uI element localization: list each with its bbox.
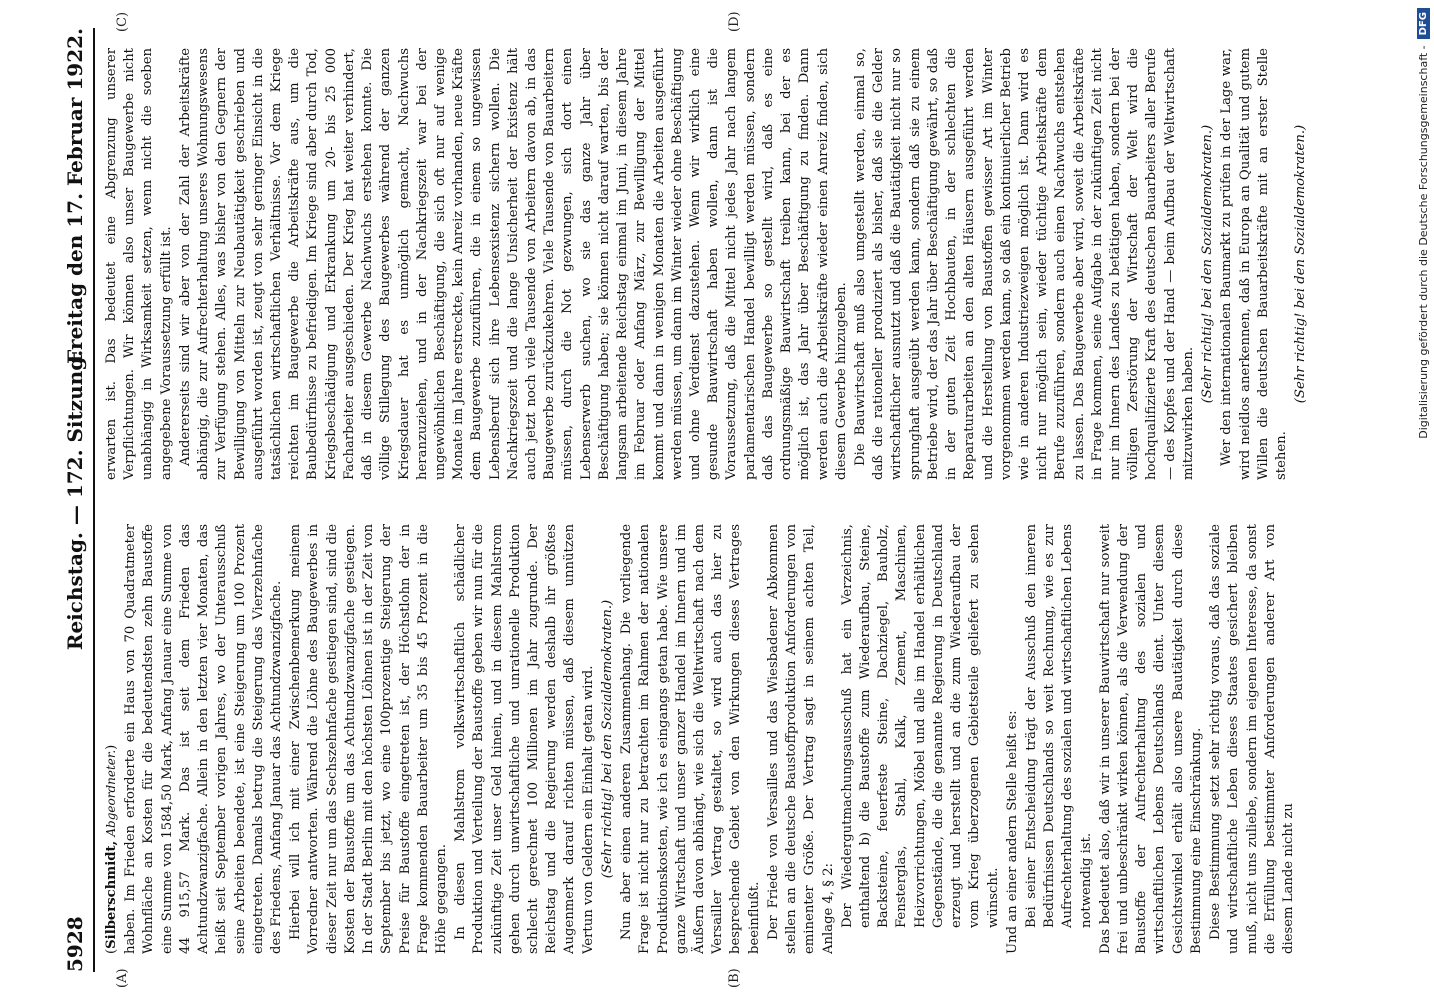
right-column — [103, 48, 1375, 480]
interjection: (Sehr richtig! bei den Sozialdemokraten.) — [599, 599, 615, 879]
paragraph: Diese Bestimmung setzt sehr richtig voraus, daß das soziale und wirtschaftliche Leben dieses Staates gesichert bleiben muß, nicht uns zuliebe, sondern im eigenen Interesse, da sonst die Erfüllung bestimmter Anforderungen anderer Art von diesem Lande nicht zu — [1208, 524, 1296, 954]
quotation: Der Wiedergutmachungsausschuß hat ein Verzeichnis, enthaltend b) die Baustoffe zum Wiederaufbau, Steine, Backsteine, feuerfeste Steine, Dachziegel, Bauholz, Fensterglas, Stahl, Kalk, Zement, Maschinen, Heizvorrichtungen, Möbel und alle im Handel erhältlichen Gegenstände, die die genannte Regierung in Deutschland erzeugt und herstellt und an die zum Wiederaufbau der vom Krieg überzogenen Gebietsteile geliefert zu sehen wünscht. — [839, 524, 1001, 928]
margin-marker-c: (C) — [115, 11, 130, 32]
paragraph: Nun aber einen anderen Zusammenhang. Die vorliegende Frage ist nicht nur zu betrachten im Rahmen der nationalen Produktionskosten, wie ich es eingangs getan habe. Wie unsere ganze Wirtschaft und unser ganzer Handel im Innern und im Äußern davon abhängt, wie sich die Weltwirtschaft nach dem Versailler Vertrag gestaltet, so wird auch das hier zu besprechende Gebiet von den Wirkungen dieses Vertrages beeinflußt. — [619, 524, 762, 954]
paragraph: Wer den internationalen Baumarkt zu prüfen in der Lage war, wird neidlos anerkennen, daß in Europa an Qualität und gutem Willen die deutschen Bauarbeitskräfte mit an erster Stelle stehen. — [1219, 48, 1289, 480]
speaker-line: (Silberschmidt, Abgeordneter.) — [104, 744, 119, 954]
paragraph: Das bedeutet also, daß wir in unserer Bauwirtschaft nur soweit frei und unbeschränkt wirken können, als die Verwendung der Baustoffe der Aufrechterhaltung des sozialen und wirtschaftlichen Lebens Deutschlands dient. Unter diesem Gesichtswinkel erhält also unsere Bautätigkeit durch diese Bestimmung eine Einschränkung. — [1097, 524, 1204, 954]
attribution-text: Digitalisierung gefördert durch die Deutsche Forschungsgemeinschaft - — [1416, 45, 1430, 439]
paragraph: erwarten ist. Das bedeutet eine Abgrenzung unserer Verpflichtungen. Wir können also unser Baugewerbe nicht unabhängig in Wirksamkeit setzen, wenn nicht die soeben angegebene Voraussetzung erfüllt ist. — [104, 48, 174, 480]
dfg-logo: DFG — [1417, 8, 1430, 39]
paragraph: Der Friede von Versailles und das Wiesbadener Abkommen stellen an die deutsche Baustoffproduktion Anforderungen von eminenter Größe. Der Vertrag sagt in seinem achten Teil, Anlage 4, § 2: — [765, 524, 836, 954]
margin-marker-b: (B) — [727, 968, 742, 988]
speaker-role: Abgeordneter. — [104, 749, 118, 837]
quotation: Bei seiner Entscheidung trägt der Ausschuß den inneren Bedürfnissen Deutschlands so weit Rechnung, wie es zur Aufrechterhaltung des sozialen und wirtschaftlichen Lebens notwendig ist. — [1023, 524, 1094, 928]
page-number: 5928 — [63, 916, 87, 972]
paragraph: In diesen Mahlstrom volkswirtschaftlich schädlicher Produktion und Verteilung der Baustoffe geben wir nun für die zukünftige Zeit unser Geld hinein, und in diesem Mahlstrom gehen durch unwirtschaftliche und unrationelle Produktion schlecht gerechnet 100 Millionen im Jahr zugrunde. Der Reichstag und die Regierung werden deshalb ihr größtes Augenmerk darauf richten müssen, daß diesem unnützen Vertun von Geldern ein Einhalt getan wird. — [453, 524, 596, 954]
paragraph: Andererseits sind wir aber von der Zahl der Arbeitskräfte abhängig, die zur Aufrechterhaltung unseres Wohnungswesens zur Verfügung stehen. Alles, was bisher von den Gegnern der Bewilligung von Mitteln zur Neubautätigkeit geschrieben und ausgeführt worden ist, zeugt von sehr geringer Einsicht in die tatsächlichen wirtschaftlichen Verhältnisse. Vor dem Kriege reichten im Baugewerbe die Arbeitskräfte aus, um die Baubedürfnisse zu befriedigen. Im Kriege sind aber durch Tod, Kriegsbeschädigung und Erkrankung um 20- bis 25 000 Facharbeiter ausgeschieden. Der Krieg hat weiter verhindert, daß in diesem Gewerbe Nachwuchs erstehen konnte. Die völlige Stillegung des Baugewerbes während der ganzen Kriegsdauer hat es unmöglich gemacht, Nachwuchs heranzuziehen, und in der Nachkriegszeit war bei der ungewöhnlichen Beschäftigung, die sich oft nur auf wenige Monate im Jahre erstreckte, kein Anreiz vorhanden, neue Kräfte dem Baugewerbe zuzuführen, die in einem so ungewissen Lebensberuf sich ihre Lebensexistenz sichern wollen. Die Nachkriegszeit und die lange Unsicherheit der Existenz hält auch jetzt noch viele Tausende von Arbeitern davon ab, in das Baugewerbe zurückzukehren. Viele Tausende von Bauarbeitern müssen, durch die Not gezwungen, sich dort einen Lebenserwerb suchen, wo sie das ganze Jahr über Beschäftigung haben; sie können nicht darauf warten, bis der langsam arbeitende Reichstag einmal im Juni, in diesem Jahre im Februar oder Anfang März, zur Bewilligung der Mittel kommt und dann in wenigen Monaten die Arbeiten ausgeführt werden müssen, um dann im Winter wieder ohne Beschäftigung und ohne Verdienst dazustehen. Wenn wir wirklich eine gesunde Bauwirtschaft haben wollen, dann ist die Voraussetzung, daß die Mittel nicht jedes Jahr nach langem parlamentarischen Handel bewilligt werden müssen, sondern daß das Baugewerbe so gestellt wird, daß es eine ordnungsmäßige Bauwirtschaft treiben kann, bei der es möglich ist, das Jahr über Beschäftigung zu finden. Dann werden auch die Arbeitskräfte wieder einen Anreiz finden, sich diesem Gewerbe hinzugeben. — [177, 48, 849, 480]
attribution-strip — [1408, 0, 1434, 1000]
page-header — [59, 28, 95, 972]
paragraph: haben. Im Frieden erforderte ein Haus von 70 Quadratmeter Wohnfläche an Kosten für die bedeutendsten zehn Baustoffe eine Summe von 1584,50 Mark, Anfang Januar eine Summe von 44 915,57 Mark. Das ist seit dem Frieden das Achtundzwanzigfache. Allein in den letzten vier Monaten, das heißt seit September vorigen Jahres, wo der Unterausschuß seine Arbeiten beendete, ist eine Steigerung um 100 Prozent eingetreten. Damals betrug die Steigerung das Vierzehnfache des Friedens, Anfang Januar das Achtundzwanzigfache. — [123, 524, 284, 954]
interjection: (Sehr richtig! bei den Sozialdemokraten.) — [1293, 124, 1309, 404]
margin-marker-a: (A) — [115, 968, 130, 988]
paragraph: Die Bauwirtschaft muß also umgestellt werden, einmal so, daß die rationeller produziert als bisher, daß sie die Gelder wirtschaftlicher ausnutzt und daß die Bautätigkeit nicht nur so sprunghaft ausgeübt werden kann, sondern daß sie zu einem Betriebe wird, der das Jahr über Beschäftigung gewährt, so daß in der guten Zeit Hochbauten, in der schlechten die Reparaturarbeiten an den alten Häusern ausgeführt werden und die Herstellung von Baustoffen gewisser Art im Winter vorgenommen werden kann, so daß ein kontinuierlicher Betrieb wie in anderen Industriezweigen möglich ist. Dann wird es nicht nur möglich sein, wieder tüchtige Arbeitskräfte dem Berufe zuzuführen, sondern auch einen Nachwuchs entstehen zu lassen. Das Baugewerbe aber wird, soweit die Arbeitskräfte in Frage kommen, seine Aufgabe in der zukünftigen Zeit nicht nur im Innern des Landes zu betätigen haben, sondern bei der völligen Zerstörung der Wirtschaft der Welt wird die hochqualifizierte Kraft des deutschen Bauarbeiters aller Berufe — des Kopfes und der Hand — beim Aufbau der Weltwirtschaft mitzuwirken haben. — [852, 48, 1196, 480]
margin-marker-d: (D) — [727, 11, 742, 32]
left-column — [103, 524, 1375, 954]
session-title: Reichstag. — 172. Sitzung. — [63, 349, 87, 651]
interjection: (Sehr richtig! bei den Sozialdemokraten.) — [1200, 124, 1216, 404]
document-page — [45, 0, 1395, 1000]
speaker-name: Silberschmidt, — [104, 840, 119, 949]
paragraph: Und an einer andern Stelle heißt es: — [1004, 710, 1020, 954]
paragraph: Hierbei will ich mit einer Zwischenbemerkung meinem Vorredner antworten. Während die Löhne des Baugewerbes in dieser Zeit nur um das Sechszehnfache gestiegen sind, sind die Kosten der Baustoffe um das Achtundzwanzigfache gestiegen. In der Stadt Berlin mit den höchsten Löhnen ist in der Zeit von September bis jetzt, wo eine 100prozentige Steigerung der Preise für Baustoffe eingetreten ist, der Höchstlohn der in Frage kommenden Bauarbeiter um 35 bis 45 Prozent in die Höhe gegangen. — [288, 524, 449, 954]
session-date: Freitag den 17. Februar 1922. — [63, 28, 87, 364]
